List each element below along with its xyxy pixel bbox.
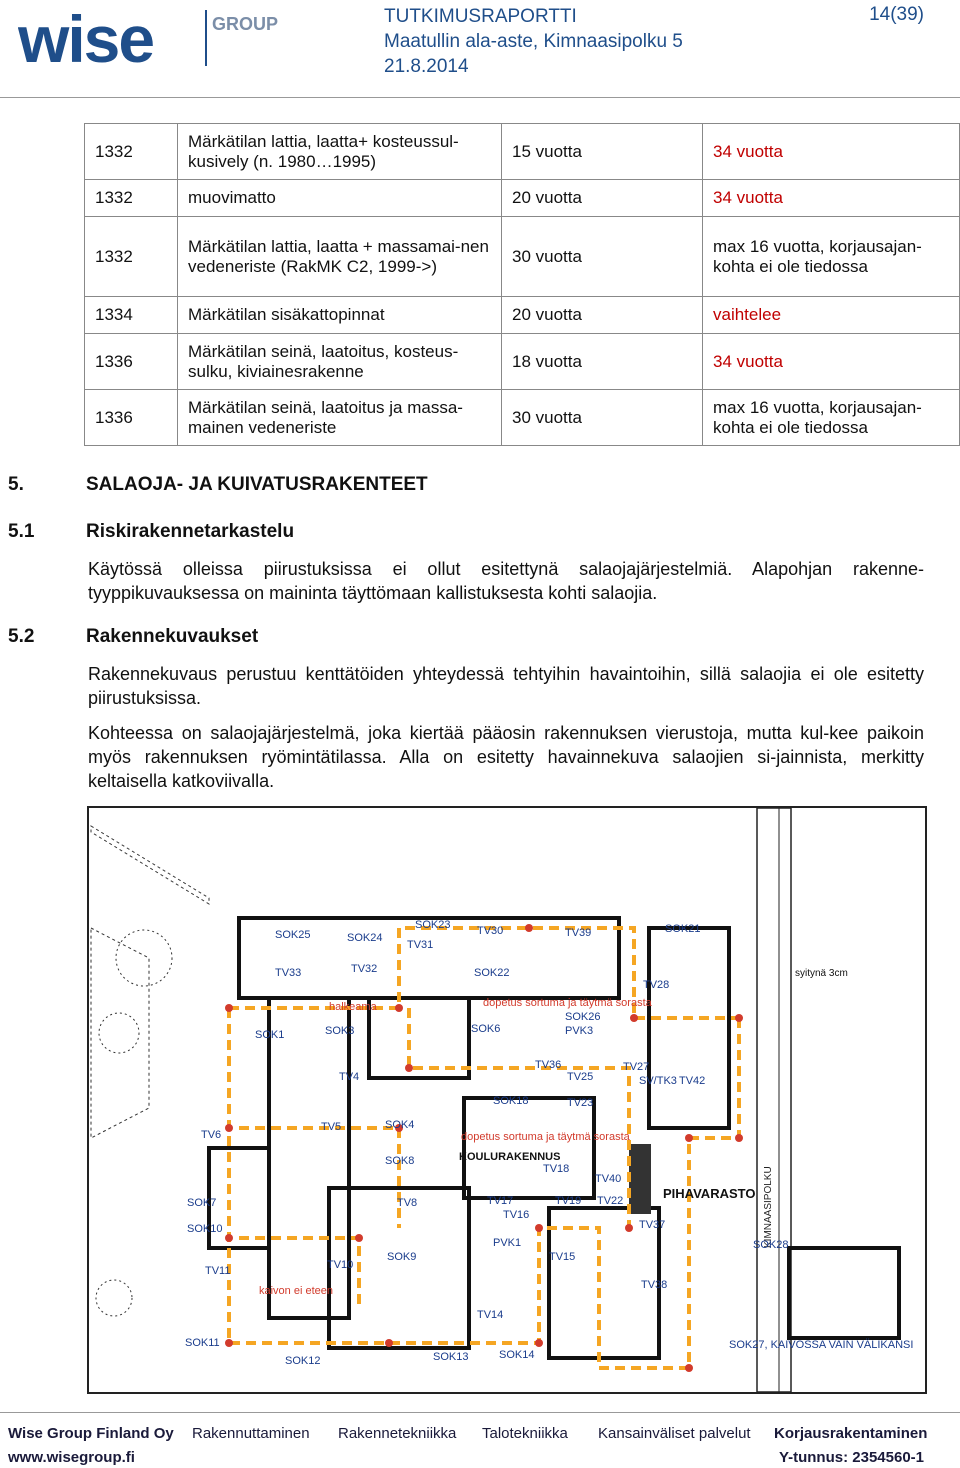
table-cell-age: 30 vuotta	[502, 390, 703, 446]
section-5-1-text: Käytössä olleissa piirustuksissa ei ollut esitettynä salaojajärjestelmiä. Alapohjan rakenne-tyyppikuvauksessa on maininta täyttömaan kallistuksesta kohti salaojia.	[88, 559, 924, 603]
wise-logo	[18, 6, 278, 70]
table-cell-code: 1332	[85, 180, 178, 217]
label: TV32	[351, 963, 378, 975]
page-number: 14(39)	[869, 4, 924, 25]
label: SOK13	[433, 1351, 469, 1363]
section-5-1-heading	[8, 521, 294, 543]
table-cell-code: 1336	[85, 390, 178, 446]
header-divider	[0, 97, 960, 98]
label: TV8	[397, 1197, 418, 1209]
label: SOK24	[347, 932, 383, 944]
label: kaivon ei eteen	[259, 1285, 333, 1297]
tree-icon	[116, 930, 172, 986]
label: TV16	[503, 1209, 530, 1221]
label: SOK26	[565, 1011, 601, 1023]
label: SOK12	[285, 1355, 321, 1367]
table-row	[85, 124, 960, 180]
table-cell-life: 34 vuotta	[703, 180, 960, 217]
table-cell-age: 15 vuotta	[502, 124, 703, 180]
label: TV42	[679, 1075, 706, 1087]
section-number: 5.2	[8, 626, 35, 647]
table-cell-desc: Märkätilan seinä, laatoitus, kosteus-sulku, kiviainesrakenne	[178, 334, 502, 390]
label: TV23	[567, 1097, 594, 1109]
label: SOK18	[493, 1095, 529, 1107]
label: TV18	[543, 1163, 570, 1175]
label: TV36	[535, 1059, 562, 1071]
table-cell-age: 18 vuotta	[502, 334, 703, 390]
label: SOK21	[665, 923, 701, 935]
label: SV/TK3	[639, 1075, 677, 1087]
label: TV17	[487, 1195, 514, 1207]
drain-lines	[229, 928, 739, 1368]
section-title: Riskirakennetarkastelu	[86, 521, 295, 542]
label: SOK7	[187, 1197, 217, 1209]
label: SOK11	[185, 1337, 220, 1349]
tree-row-w	[91, 928, 149, 1138]
section-title: SALAOJA- JA KUIVATUSRAKENTEET	[86, 474, 428, 495]
label: SOK27, KAIVOSSA VAIN VÄLIKANSI	[729, 1339, 914, 1351]
report-address: Maatullin ala-aste, Kimnaasipolku 5	[384, 31, 683, 52]
label: TV11	[205, 1265, 231, 1277]
label: TV38	[641, 1279, 668, 1291]
label: PVK3	[565, 1025, 594, 1037]
logo-group: GROUP	[212, 14, 278, 34]
lifespan-table	[84, 123, 960, 446]
section-5-2-heading	[8, 626, 258, 648]
label: TV5	[321, 1121, 342, 1133]
report-title: TUTKIMUSRAPORTTI	[384, 6, 577, 27]
tree-row-nw	[91, 826, 209, 904]
section-number: 5.1	[8, 521, 35, 542]
label: TV33	[275, 967, 302, 979]
label: SOK22	[474, 967, 510, 979]
label: TV6	[201, 1129, 222, 1141]
table-cell-life: vaihtelee	[703, 297, 960, 334]
table-cell-life: max 16 vuotta, korjausajan-kohta ei ole tiedossa	[703, 390, 960, 446]
label: SOK8	[385, 1155, 415, 1167]
section-5-2-para-1: Rakennekuvaus perustuu kenttätöiden yhteydessä tehtyihin havaintoihin, sillä salaojia ei ole esitetty piirustuksissa.	[88, 664, 924, 708]
table-cell-life: 34 vuotta	[703, 334, 960, 390]
label: TV22	[597, 1195, 624, 1207]
table-cell-code: 1332	[85, 124, 178, 180]
label: SOK9	[387, 1251, 417, 1263]
footer-company: Wise Group Finland Oy	[8, 1425, 174, 1442]
label: TV15	[549, 1251, 576, 1263]
table-cell-desc: Märkätilan seinä, laatoitus ja massa-mainen vedeneriste	[178, 390, 502, 446]
table-row	[85, 297, 960, 334]
table-cell-desc: Märkätilan lattia, laatta + massamai-nen vedeneriste (RakMK C2, 1999->)	[178, 217, 502, 297]
dark-block	[629, 1144, 651, 1214]
table-cell-desc: muovimatto	[178, 180, 502, 217]
label: SOK6	[471, 1023, 501, 1035]
footer-service: Rakennuttaminen	[192, 1425, 310, 1442]
footer-service: Kansainväliset palvelut	[598, 1425, 751, 1442]
table-cell-age: 20 vuotta	[502, 297, 703, 334]
label: dopetus sortuma ja täytmä sorasta	[483, 997, 652, 1009]
label: TV37	[639, 1219, 666, 1231]
label: halkeama	[329, 1001, 377, 1013]
footer-website[interactable]: www.wisegroup.fi	[8, 1449, 135, 1466]
table-row	[85, 390, 960, 446]
label: PIHAVARASTO	[663, 1186, 756, 1201]
table-row	[85, 180, 960, 217]
report-header	[384, 4, 683, 79]
table-cell-age: 30 vuotta	[502, 217, 703, 297]
footer-service: Talotekniikka	[482, 1425, 568, 1442]
label: TV40	[595, 1173, 622, 1185]
label: SOK1	[255, 1029, 285, 1041]
label: SOK10	[187, 1223, 223, 1235]
street-strip	[757, 808, 791, 1392]
footer-service: Rakennetekniikka	[338, 1425, 457, 1442]
tree-icon	[99, 1013, 139, 1053]
label: SOK4	[385, 1119, 415, 1131]
footer-service: Korjausrakentaminen	[774, 1425, 928, 1442]
table-row	[85, 217, 960, 297]
table-cell-age: 20 vuotta	[502, 180, 703, 217]
label: TV14	[477, 1309, 504, 1321]
label: PVK1	[493, 1237, 522, 1249]
section-number: 5.	[8, 474, 24, 495]
section-5-2-para-2: Kohteessa on salaojajärjestelmä, joka kiertää pääosin rakennuksen vierustoja, mutta kul-kee paikoin myös rakennuksen ryömintätilassa. Alla on esitetty havainnekuva salaojien si-jainnista, merkitty keltaisella katkoviivalla.	[88, 723, 924, 791]
label: SOK28	[753, 1239, 789, 1251]
table-cell-life: max 16 vuotta, korjausajan-kohta ei ole tiedossa	[703, 217, 960, 297]
drainage-plan-figure	[87, 806, 927, 1394]
section-5-heading	[8, 474, 428, 496]
report-date: 21.8.2014	[384, 56, 469, 77]
tree-icon	[96, 1280, 132, 1316]
logo-wordmark: wise	[18, 6, 154, 70]
label: TV25	[567, 1071, 594, 1083]
street-label: KIMNAASIPOLKU	[763, 1166, 774, 1248]
table-row	[85, 334, 960, 390]
table-cell-code: 1332	[85, 217, 178, 297]
label: TV19	[555, 1195, 582, 1207]
table-cell-desc: Märkätilan sisäkattopinnat	[178, 297, 502, 334]
label: SOK25	[275, 929, 311, 941]
label: TV27	[623, 1061, 650, 1073]
label: TV30	[477, 925, 504, 937]
table-cell-code: 1336	[85, 334, 178, 390]
label: TV28	[643, 979, 670, 991]
label: TV31	[407, 939, 434, 951]
footer-business-id: Y-tunnus: 2354560-1	[778, 1449, 924, 1466]
footer-divider	[0, 1412, 960, 1413]
section-title: Rakennekuvaukset	[86, 626, 259, 647]
inspection-markers	[225, 924, 743, 1372]
label: SOK23	[415, 919, 451, 931]
label: syitynä 3cm	[795, 968, 848, 979]
label: KOULURAKENNUS	[459, 1151, 561, 1163]
label: SOK14	[499, 1349, 535, 1361]
table-cell-code: 1334	[85, 297, 178, 334]
label: TV39	[565, 927, 592, 939]
label: TV10	[327, 1259, 354, 1271]
table-cell-desc: Märkätilan lattia, laatta+ kosteussul-kusively (n. 1980…1995)	[178, 124, 502, 180]
label: TV4	[339, 1071, 360, 1083]
table-cell-life: 34 vuotta	[703, 124, 960, 180]
label: SOK3	[325, 1025, 355, 1037]
label: dopetus sortuma ja täytmä sorasta	[461, 1131, 630, 1143]
